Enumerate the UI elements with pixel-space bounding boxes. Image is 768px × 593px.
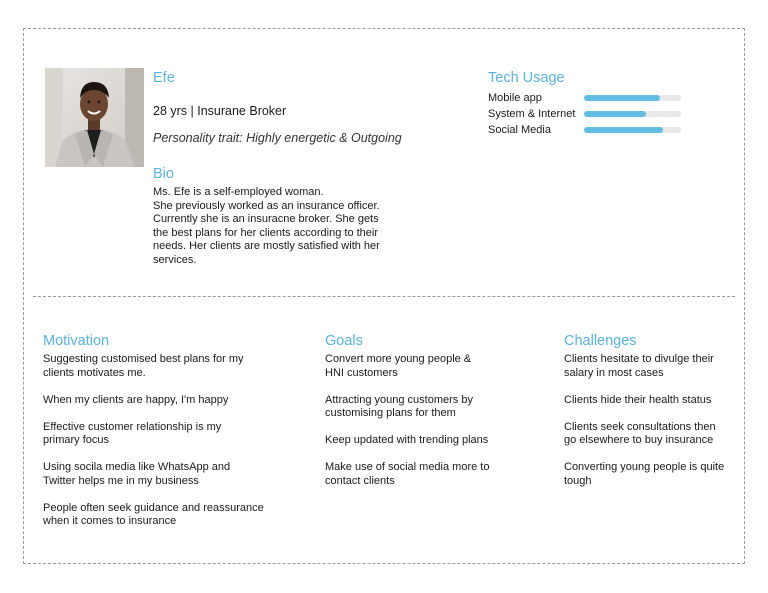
challenges-column [564,333,739,502]
profile-photo [45,68,144,167]
item-line: Converting young people is quite [564,461,725,473]
tech-bar-fill [584,95,660,101]
tech-bar-track [584,95,681,101]
item-line: Clients seek consultations then [564,420,716,433]
persona-age-role: 28 yrs | Insurane Broker [153,104,287,118]
tech-usage-title: Tech Usage [488,70,565,86]
bio-line: the best plans for her clients according to their [153,226,379,239]
tech-bar-fill [584,127,663,133]
bio-title: Bio [153,166,174,182]
motivation-title: Motivation [43,333,110,349]
list-item [43,461,293,488]
list-item [325,394,545,421]
tech-label: System & Internet [488,108,576,120]
item-line: Keep updated with trending plans [325,434,489,446]
item-line: Using socila media like WhatsApp and [43,461,231,473]
item-line: Attracting young customers by [325,393,473,406]
list-item [43,353,293,380]
list-item [564,461,739,488]
tech-label: Mobile app [488,92,542,104]
list-item [564,353,739,380]
item-line: HNI customers [325,366,398,379]
motivation-column [43,333,293,542]
tech-row-social-media [488,123,688,137]
list-item [564,421,739,448]
item-line: go elsewhere to buy insurance [564,434,714,446]
item-line: Make use of social media more to [325,461,490,473]
item-line: Twitter helps me in my business [43,474,199,487]
item-line: Convert more young people & [325,353,472,365]
persona-trait: Personality trait: Highly energetic & Outgoing [153,131,402,145]
item-line: salary in most cases [564,366,664,379]
item-line: Effective customer relationship is my [43,420,222,433]
bio-line: services. [153,253,197,266]
tech-bar-fill [584,111,646,117]
list-item [325,434,545,448]
item-line: clients motivates me. [43,366,146,379]
challenges-title: Challenges [564,333,637,349]
goals-column [325,333,545,502]
bio-line: needs. Her clients are mostly satisfied with her [153,240,380,252]
item-line: when it comes to insurance [43,515,177,527]
item-line: When my clients are happy, I'm happy [43,393,229,406]
tech-bar-track [584,127,681,133]
item-line: Clients hide their health status [564,393,712,406]
bio-line: Ms. Efe is a self-employed woman. [153,186,324,198]
list-item [325,461,545,488]
item-line: Suggesting customised best plans for my [43,353,244,365]
goals-title: Goals [325,333,363,349]
item-line: contact clients [325,474,395,487]
bio-text [153,186,403,267]
bio-line: Currently she is an insuracne broker. She gets [153,213,379,225]
item-line: customising plans for them [325,407,456,419]
item-line: Clients hesitate to divulge their [564,353,714,365]
list-item [43,421,293,448]
list-item [43,394,293,408]
tech-row-mobile [488,91,688,105]
tech-row-system-internet [488,107,688,121]
bio-line: She previously worked as an insurance officer. [153,199,380,212]
persona-name: Efe [153,70,175,86]
item-line: tough [564,474,592,487]
tech-label: Social Media [488,124,551,136]
list-item [564,394,739,408]
list-item [43,502,293,529]
item-line: primary focus [43,434,110,446]
tech-bar-track [584,111,681,117]
list-item [325,353,545,380]
item-line: People often seek guidance and reassurance [43,501,264,514]
section-divider [33,296,735,297]
